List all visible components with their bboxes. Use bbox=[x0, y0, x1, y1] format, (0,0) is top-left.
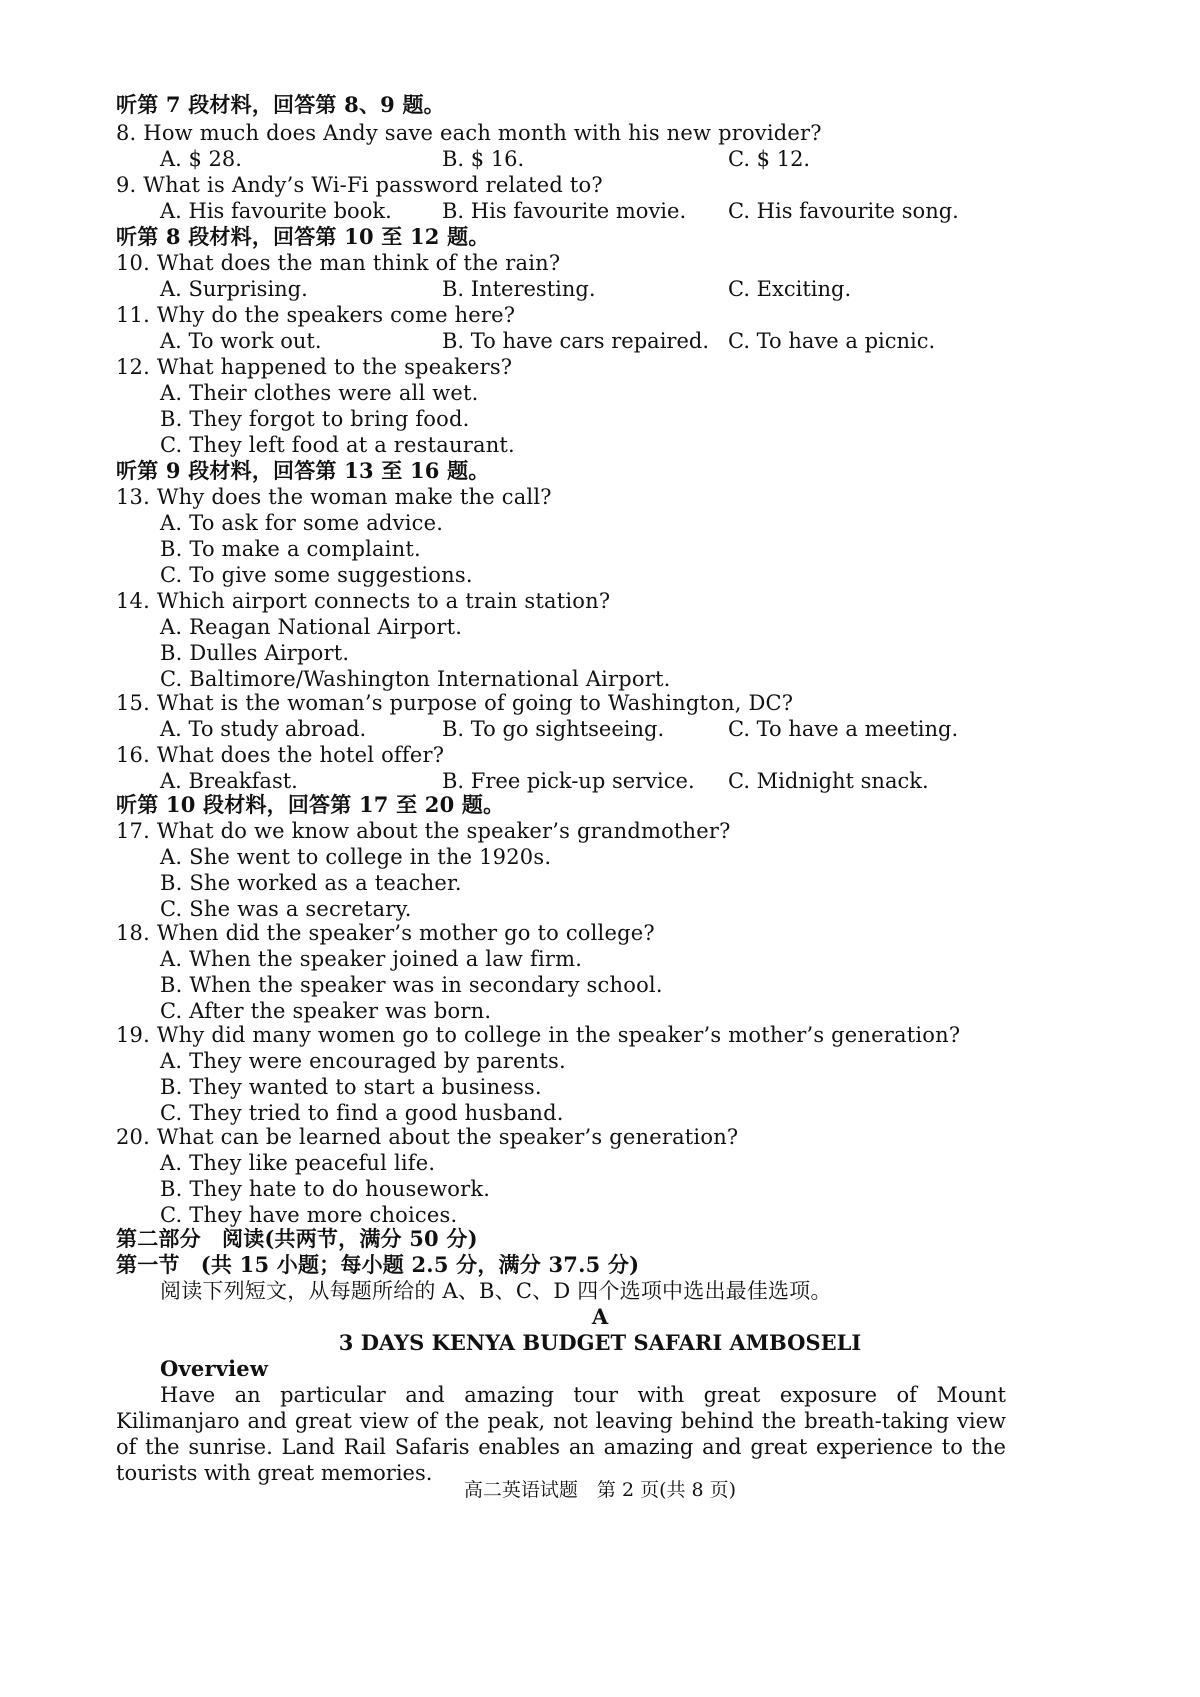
question-8: 8. How much does Andy save each month with his new provider? bbox=[116, 121, 822, 145]
section-heading-10: 听第 10 段材料，回答第 17 至 20 题。 bbox=[116, 792, 505, 817]
q14-option-c: C. Baltimore/Washington International Airport. bbox=[160, 667, 671, 691]
question-18: 18. When did the speaker’s mother go to college? bbox=[116, 921, 655, 945]
q9-option-a: A. His favourite book. bbox=[160, 199, 392, 223]
question-9: 9. What is Andy’s Wi-Fi password related to? bbox=[116, 173, 603, 197]
q13-option-c: C. To give some suggestions. bbox=[160, 563, 473, 587]
question-15: 15. What is the woman’s purpose of going to Washington, DC? bbox=[116, 691, 794, 715]
q15-option-c: C. To have a meeting. bbox=[728, 717, 959, 741]
q12-option-a: A. Their clothes were all wet. bbox=[160, 381, 479, 405]
q16-option-b: B. Free pick-up service. bbox=[442, 769, 695, 793]
q17-option-b: B. She worked as a teacher. bbox=[160, 871, 462, 895]
q14-option-b: B. Dulles Airport. bbox=[160, 641, 350, 665]
section-one-title: 第一节 (共 15 小题；每小题 2.5 分，满分 37.5 分) bbox=[116, 1252, 640, 1277]
question-10: 10. What does the man think of the rain? bbox=[116, 251, 561, 275]
question-19: 19. Why did many women go to college in the speaker’s mother’s generation? bbox=[116, 1023, 961, 1047]
passage-letter: A bbox=[591, 1304, 609, 1329]
q16-option-c: C. Midnight snack. bbox=[728, 769, 929, 793]
section-heading-8: 听第 8 段材料，回答第 10 至 12 题。 bbox=[116, 224, 490, 249]
q15-option-b: B. To go sightseeing. bbox=[442, 717, 665, 741]
section-heading-9: 听第 9 段材料，回答第 13 至 16 题。 bbox=[116, 458, 490, 483]
q9-option-b: B. His favourite movie. bbox=[442, 199, 687, 223]
q20-option-b: B. They hate to do housework. bbox=[160, 1177, 491, 1201]
q8-option-b: B. $ 16. bbox=[442, 147, 525, 171]
part-two-title: 第二部分 阅读(共两节，满分 50 分) bbox=[116, 1226, 478, 1251]
q10-option-a: A. Surprising. bbox=[160, 277, 308, 301]
section-heading-7: 听第 7 段材料，回答第 8、9 题。 bbox=[116, 92, 445, 117]
question-17: 17. What do we know about the speaker’s grandmother? bbox=[116, 819, 731, 843]
question-11: 11. Why do the speakers come here? bbox=[116, 303, 516, 327]
q10-option-b: B. Interesting. bbox=[442, 277, 596, 301]
question-13: 13. Why does the woman make the call? bbox=[116, 485, 552, 509]
page-footer: 高二英语试题 第 2 页(共 8 页) bbox=[463, 1479, 737, 1501]
q11-option-a: A. To work out. bbox=[160, 329, 322, 353]
q17-option-c: C. She was a secretary. bbox=[160, 897, 412, 921]
q20-option-a: A. They like peaceful life. bbox=[160, 1151, 436, 1175]
q13-option-b: B. To make a complaint. bbox=[160, 537, 421, 561]
q18-option-a: A. When the speaker joined a law firm. bbox=[160, 947, 583, 971]
overview-paragraph: Have an particular and amazing tour with great exposure of Mount Kilimanjaro and great view of the peak, not leaving behind the breath-taking view of the sunrise. Land Rail Safaris enables an amazing and great experience to the tourists with great memories. bbox=[116, 1383, 1006, 1485]
q18-option-b: B. When the speaker was in secondary school. bbox=[160, 973, 663, 997]
q14-option-a: A. Reagan National Airport. bbox=[160, 615, 463, 639]
q16-option-a: A. Breakfast. bbox=[160, 769, 298, 793]
q15-option-a: A. To study abroad. bbox=[160, 717, 367, 741]
q9-option-c: C. His favourite song. bbox=[728, 199, 959, 223]
passage-title: 3 DAYS KENYA BUDGET SAFARI AMBOSELI bbox=[338, 1330, 862, 1355]
q12-option-b: B. They forgot to bring food. bbox=[160, 407, 470, 431]
question-20: 20. What can be learned about the speaker’s generation? bbox=[116, 1125, 739, 1149]
question-12: 12. What happened to the speakers? bbox=[116, 355, 513, 379]
q8-option-c: C. $ 12. bbox=[728, 147, 811, 171]
reading-instruction: 阅读下列短文，从每题所给的 A、B、C、D 四个选项中选出最佳选项。 bbox=[160, 1279, 832, 1303]
q8-option-a: A. $ 28. bbox=[160, 147, 242, 171]
overview-heading: Overview bbox=[160, 1356, 269, 1381]
question-14: 14. Which airport connects to a train station? bbox=[116, 589, 611, 613]
q10-option-c: C. Exciting. bbox=[728, 277, 852, 301]
q11-option-b: B. To have cars repaired. bbox=[442, 329, 709, 353]
q12-option-c: C. They left food at a restaurant. bbox=[160, 433, 515, 457]
q18-option-c: C. After the speaker was born. bbox=[160, 999, 492, 1023]
q17-option-a: A. She went to college in the 1920s. bbox=[160, 845, 552, 869]
question-16: 16. What does the hotel offer? bbox=[116, 743, 445, 767]
q19-option-b: B. They wanted to start a business. bbox=[160, 1075, 542, 1099]
q19-option-a: A. They were encouraged by parents. bbox=[160, 1049, 566, 1073]
q20-option-c: C. They have more choices. bbox=[160, 1203, 458, 1227]
q11-option-c: C. To have a picnic. bbox=[728, 329, 936, 353]
q19-option-c: C. They tried to find a good husband. bbox=[160, 1101, 564, 1125]
q13-option-a: A. To ask for some advice. bbox=[160, 511, 444, 535]
